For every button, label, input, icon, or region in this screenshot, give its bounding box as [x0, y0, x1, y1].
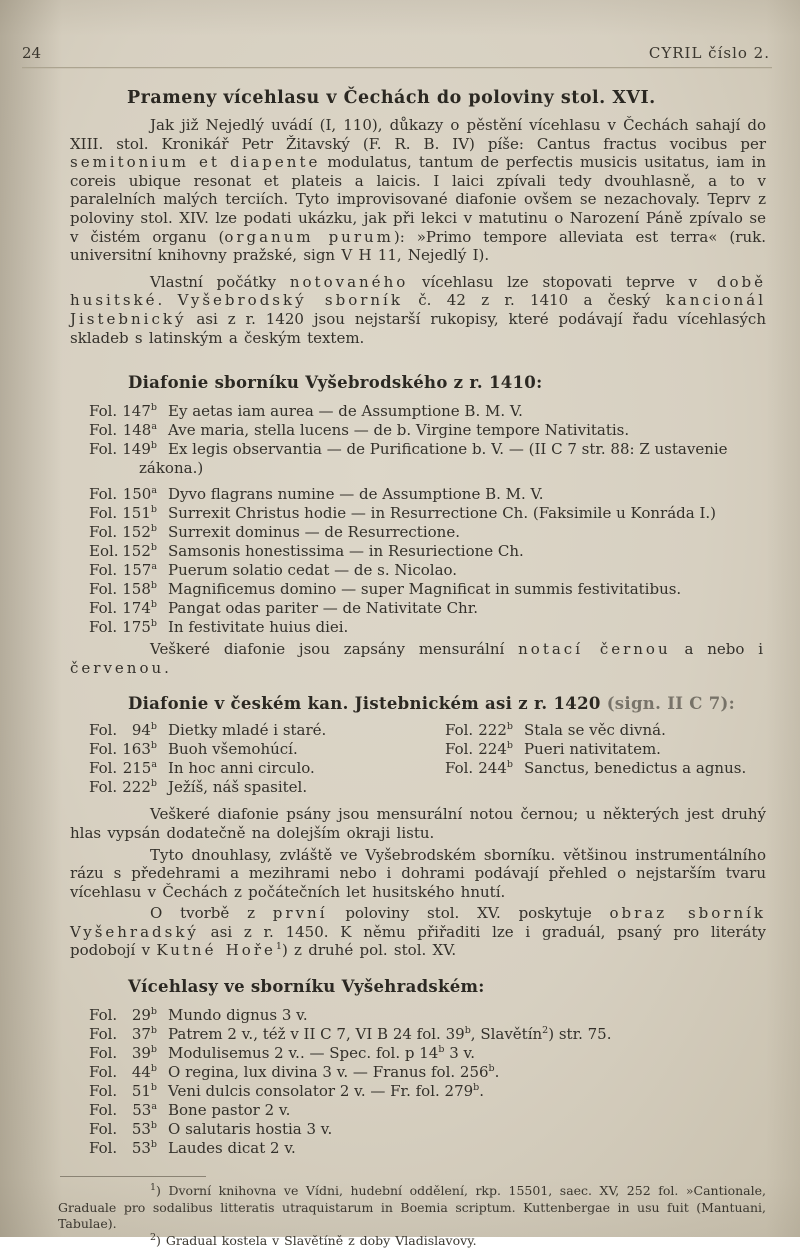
header-rule: [22, 67, 772, 68]
fol-number: 152$^b$: [122, 542, 157, 561]
fol-row: [89, 504, 766, 523]
fol-label: Fol.: [89, 1044, 118, 1063]
fol-row: [89, 1044, 766, 1063]
footnote-1: $^1$) Dvorní knihovna ve Vídni, hudební oddělení, rkp. 15501, saec. XV, 252 fol. »Cantionale, Graduale pro sodalibus litteratis utraquistarum in Boemia scriptum. Kuttenbergae in usu fuit (Mantuani, Tabulae).: [58, 1181, 766, 1232]
fol-number: 53$^b$: [131, 1139, 157, 1158]
fol-label: Fol.: [89, 440, 118, 459]
fol-title: Surrexit dominus — de Resurrectione.: [168, 523, 460, 542]
fol-label: Fol.: [89, 599, 118, 618]
fol-number: 29$^b$: [131, 1006, 157, 1025]
fol-list-vysebrodsky: [89, 402, 766, 637]
fol-title: Dietky mladé i staré.: [168, 721, 327, 740]
paragraph-notation-note: Veškeré diafonie jsou zapsány mensurální notací černou a nebo i červenou.: [70, 640, 766, 677]
fol-label: Fol.: [89, 561, 118, 580]
fol-title: Veni dulcis consolator 2 v. — Fr. fol. 279$^b$.: [168, 1082, 485, 1101]
fol-number: 94$^b$: [131, 721, 157, 740]
fol-number: 51$^b$: [131, 1082, 157, 1101]
fol-row: [89, 599, 766, 618]
section-heading-jistebnicky: Diafonie v českém kan. Jistebnickém asi z r. 1420 (sign. II C 7):: [128, 694, 736, 714]
journal-title: CYRIL číslo 2.: [648, 44, 770, 62]
fol-label: Eol.: [89, 542, 119, 561]
fol-label: Fol.: [89, 618, 118, 637]
fol-row: [89, 580, 766, 599]
fol-label: Fol.: [89, 740, 118, 759]
fol-title: Dyvo flagrans numine — de Assumptione B. M. V.: [168, 485, 544, 504]
fol-number: 37$^b$: [131, 1025, 157, 1044]
fol-title: Pueri nativitatem.: [524, 740, 661, 759]
fol-number: 174$^b$: [122, 599, 157, 618]
fol-title: Ježíš, náš spasitel.: [168, 778, 308, 797]
fol-row: [89, 523, 766, 542]
fol-row: [445, 759, 766, 778]
fol-title: Ex legis observantia — de Purificatione b. V. — (II C 7 str. 88: Z ustavenie zákona.): [139, 440, 728, 478]
fol-title: O salutaris hostia 3 v.: [168, 1120, 333, 1139]
fol-row: [89, 1101, 766, 1120]
fol-title: Bone pastor 2 v.: [168, 1101, 291, 1120]
fol-title: Mundo dignus 3 v.: [168, 1006, 308, 1025]
fol-number: 158$^b$: [122, 580, 157, 599]
fol-number: 157$^a$: [122, 561, 157, 580]
fol-row: [89, 485, 766, 504]
fol-number: 163$^b$: [122, 740, 157, 759]
paragraph-origins: Vlastní počátky notovaného vícehlasu lze stopovati teprve v době husitské. Vyšebrodský sborník č. 42 z r. 1410 a český kancionál Jistebnický asi z r. 1420 jsou nejstarší rukopisy, které podávají řadu vícehlasých skladeb s latinským a českým textem.: [70, 272, 767, 347]
fol-row: [89, 618, 766, 637]
fol-row: [89, 542, 766, 561]
fol-number: 222$^b$: [122, 778, 157, 797]
fol-label: Fol.: [89, 721, 118, 740]
fol-label: Fol.: [445, 759, 474, 778]
fol-label: Fol.: [89, 485, 118, 504]
fol-number: 53$^b$: [131, 1120, 157, 1139]
fol-title: O regina, lux divina 3 v. — Franus fol. 256$^b$.: [168, 1063, 500, 1082]
fol-list-vysehradsky: [89, 1006, 766, 1158]
fol-row: [89, 440, 766, 478]
fol-number: 44$^b$: [131, 1063, 157, 1082]
fol-number: 152$^b$: [122, 523, 157, 542]
fol-label: Fol.: [89, 778, 118, 797]
fol-title: In hoc anni circulo.: [168, 759, 315, 778]
footnote-rule: [60, 1176, 206, 1177]
fol-title: Surrexit Christus hodie — in Resurrectione Ch. (Faksimile u Konráda I.): [168, 504, 717, 523]
page-number: 24: [22, 44, 42, 62]
fol-title: Buoh všemohúcí.: [168, 740, 298, 759]
paragraph-black-notation: Veškeré diafonie psány jsou mensurální notou černou; u některých jest druhý hlas vypsán dodatečně na dolejším okraji listu.: [70, 805, 766, 842]
fol-list-jistebnicky-right: [445, 721, 766, 797]
fol-row: [89, 561, 766, 580]
fol-title: Stala se věc divná.: [524, 721, 666, 740]
fol-number: 148$^a$: [122, 421, 157, 440]
fol-title: Puerum solatio cedat — de s. Nicolao.: [168, 561, 458, 580]
fol-title: Pangat odas pariter — de Nativitate Chr.: [168, 599, 479, 618]
fol-label: Fol.: [89, 1101, 118, 1120]
fol-label: Fol.: [89, 1006, 118, 1025]
page-content: [0, 88, 800, 1249]
fol-title: Laudes dicat 2 v.: [168, 1139, 296, 1158]
fol-label: Fol.: [445, 740, 474, 759]
fol-row: [445, 740, 766, 759]
fol-title: Sanctus, benedictus a agnus.: [524, 759, 747, 778]
fol-row: [89, 421, 766, 440]
fol-label: Fol.: [89, 580, 118, 599]
fol-row: [89, 778, 445, 797]
fol-label: Fol.: [89, 402, 118, 421]
fol-title: In festivitate huius diei.: [168, 618, 349, 637]
fol-label: Fol.: [89, 1063, 118, 1082]
fol-label: Fol.: [445, 721, 474, 740]
fol-columns-jistebnicky: [89, 721, 766, 797]
fol-title: Ave maria, stella lucens — de b. Virgine tempore Nativitatis.: [168, 421, 630, 440]
fol-row: [89, 1063, 766, 1082]
fol-row: [445, 721, 766, 740]
fol-row: [89, 1025, 766, 1044]
fol-number: 147$^b$: [122, 402, 157, 421]
fol-number: 222$^b$: [478, 721, 513, 740]
fol-label: Fol.: [89, 523, 118, 542]
fol-label: Fol.: [89, 1082, 118, 1101]
fol-number: 149$^b$: [122, 440, 157, 459]
paragraph-intro: Jak již Nejedlý uvádí (I, 110), důkazy o pěstění vícehlasu v Čechách sahají do XIII. stol. Kronikář Petr Žitavský (F. R. B. IV) píše: Cantus fractus vocibus per semitonium et diapente modulatus, tantum de perfectis musicis usitatus, iam in coreis ubique resonat et plateis a laicis. I laici zpívali tedy dvouhlasně, a to v paralelních malých terciích. Tyto improvisované diafonie ovšem se nezachovaly. Teprv z poloviny stol. XIV. lze podati ukázku, jak při lekci v matutinu o Narození Páně zpívalo se v čistém organu (organum purum): »Primo tempore alleviata est terra« (ruk. universitní knihovny pražské, sign V H 11, Nejedlý I).: [70, 116, 767, 265]
fol-number: 39$^b$: [131, 1044, 157, 1063]
fol-label: Fol.: [89, 421, 118, 440]
fol-number: 215$^a$: [122, 759, 157, 778]
fol-row: [89, 1006, 766, 1025]
fol-row: [89, 740, 445, 759]
fol-row: [89, 1139, 766, 1158]
fol-number: 150$^a$: [122, 485, 157, 504]
fol-title: Samsonis honestissima — in Resuriectione Ch.: [168, 542, 524, 561]
section-heading-vysehradsky: Vícehlasy ve sborníku Vyšehradském:: [128, 977, 485, 997]
page-header: [0, 0, 800, 62]
section-heading-vysebrodsky: Diafonie sborníku Vyšebrodského z r. 1410:: [128, 373, 543, 393]
fol-title: Magnificemus domino — super Magnificat in summis festivitatibus.: [168, 580, 682, 599]
paragraph-xv-century: O tvorbě z první poloviny stol. XV. poskytuje obraz sborník Vyšehradský asi z r. 1450. K němu přiřaditi lze i graduál, psaný pro literáty podobojí v Kutné Hoře$^1$) z druhé pol. stol. XV.: [70, 904, 767, 960]
article-title: Prameny vícehlasu v Čechách do poloviny stol. XVI.: [127, 88, 656, 108]
fol-row: [89, 1082, 766, 1101]
paragraph-duets: Tyto dnouhlasy, zvláště ve Vyšebrodském sborníku. většinou instrumentálního rázu s předehrami a mezihrami nebo i dohrami podávají přehled o nejstarším tvaru vícehlasu v Čechách z počátečních let husitského hnutí.: [70, 845, 766, 901]
fol-row: [89, 721, 445, 740]
fol-list-jistebnicky-left: [89, 721, 445, 797]
fol-label: Fol.: [89, 759, 118, 778]
fol-label: Fol.: [89, 1025, 118, 1044]
fol-number: 224$^b$: [478, 740, 513, 759]
fol-number: 175$^b$: [122, 618, 157, 637]
footnotes: [58, 1183, 766, 1249]
fol-row: [89, 402, 766, 421]
footnote-2: $^2$) Gradual kostela v Slavětíně z doby Vladislavovy.: [150, 1231, 477, 1248]
fol-number: 151$^b$: [122, 504, 157, 523]
fol-label: Fol.: [89, 1120, 118, 1139]
fol-row: [89, 759, 445, 778]
fol-label: Fol.: [89, 504, 118, 523]
fol-title: Modulisemus 2 v.. — Spec. fol. p 14$^b$ 3 v.: [168, 1044, 475, 1063]
fol-row: [89, 1120, 766, 1139]
fol-title: Patrem 2 v., též v II C 7, VI B 24 fol. 39$^b$, Slavětín$^2$) str. 75.: [168, 1025, 612, 1044]
fol-number: 244$^b$: [478, 759, 513, 778]
fol-label: Fol.: [89, 1139, 118, 1158]
fol-title: Ey aetas iam aurea — de Assumptione B. M. V.: [168, 402, 523, 421]
fol-number: 53$^a$: [132, 1101, 157, 1120]
